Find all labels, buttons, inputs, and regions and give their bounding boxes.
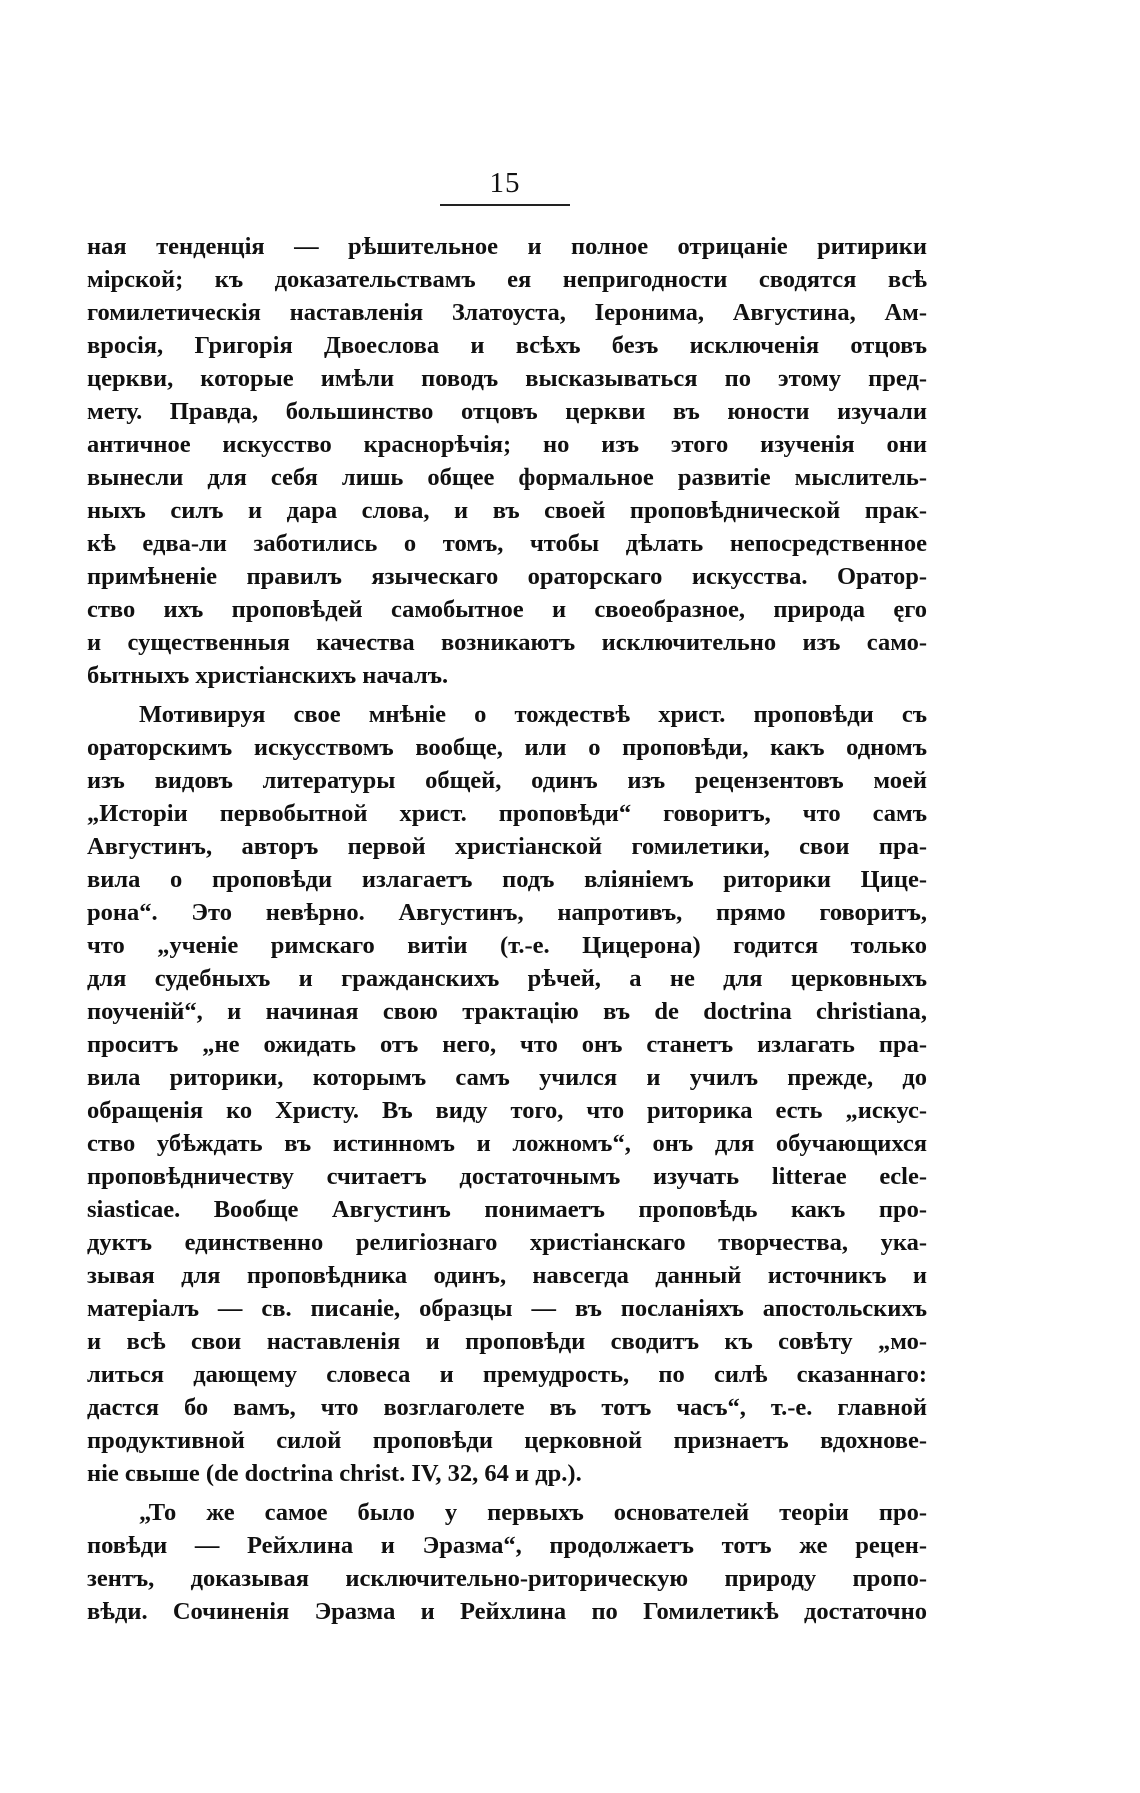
text-line: церкви, которые имѣли поводъ высказываться по этому пред- [87,365,927,392]
text-line: ство ихъ проповѣдей самобытное и своеобразное, природа ęго [87,596,927,623]
text-line: мірской; къ доказательствамъ ея непригодности сводятся всѣ [87,266,927,293]
text-line: повѣди — Рейхлина и Эразма“, продолжаетъ тотъ же рецен- [87,1532,927,1559]
text-line: ство убѣждать въ истинномъ и ложномъ“, онъ для обучающихся [87,1130,927,1157]
text-line: рона“. Это невѣрно. Августинъ, напротивъ, прямо говоритъ, [87,899,927,926]
text-line: и существенныя качества возникаютъ исключительно изъ само- [87,629,927,656]
text-line: Мотивируя свое мнѣніе о тождествѣ христ. проповѣди съ [139,701,927,728]
text-line: „То же самое было у первыхъ основателей теоріи про- [139,1499,927,1526]
text-line: siasticae. Вообще Августинъ понимаетъ проповѣдь какъ про- [87,1196,927,1223]
text-line: бытныхъ христіанскихъ началъ. [87,662,449,689]
text-line: изъ видовъ литературы общей, одинъ изъ рецензентовъ моей [87,767,927,794]
text-line: дуктъ единственно религіознаго христіанскаго творчества, ука- [87,1229,927,1256]
text-line: продуктивной силой проповѣди церковной признаетъ вдохнове- [87,1427,927,1454]
text-line: примѣненіе правилъ языческаго ораторскаго искусства. Оратор- [87,563,927,590]
text-line: гомилетическія наставленія Златоуста, Іеронима, Августина, Ам- [87,299,927,326]
text-line: вынесли для себя лишь общее формальное развитіе мыслитель- [87,464,927,491]
text-line: вила о проповѣди излагаетъ подъ вліяніемъ риторики Цице- [87,866,927,893]
paragraph-2 [87,698,927,1490]
text-line: зентъ, доказывая исключительно-риторическую природу пропо- [87,1565,927,1592]
text-line: литься дающему словеса и премудрость, по силѣ сказаннаго: [87,1361,927,1388]
text-line: вила риторики, которымъ самъ учился и училъ прежде, до [87,1064,927,1091]
text-line: поученій“, и начиная свою трактацію въ de doctrina christiana, [87,998,927,1025]
text-line: кѣ едва-ли заботились о томъ, чтобы дѣлать непосредственное [87,530,927,557]
text-line: и всѣ свои наставленія и проповѣди сводитъ къ совѣту „мо- [87,1328,927,1355]
text-line: дастся бо вамъ, что возглаголете въ тотъ часъ“, т.-е. главной [87,1394,927,1421]
text-line: Августинъ, авторъ первой христіанской гомилетики, свои пра- [87,833,927,860]
text-line: „Исторіи первобытной христ. проповѣди“ говоритъ, что самъ [87,800,927,827]
text-line: ная тенденція — рѣшительное и полное отрицаніе ритирики [87,233,927,260]
text-line: вросія, Григорія Двоеслова и всѣхъ безъ исключенія отцовъ [87,332,927,359]
text-line: ніе свыше (de doctrina christ. IV, 32, 64 и др.). [87,1460,582,1487]
page-number: 15 [489,167,521,199]
text-line: ныхъ силъ и дара слова, и въ своей проповѣднической прак- [87,497,927,524]
paragraph-1 [87,230,927,692]
text-line: ораторскимъ искусствомъ вообще, или о проповѣди, какъ одномъ [87,734,927,761]
text-line: античное искусство краснорѣчія; но изъ этого изученія они [87,431,927,458]
body-text [87,230,927,1628]
text-line: проповѣдничеству считаетъ достаточнымъ изучать litterae ecle- [87,1163,927,1190]
paragraph-3 [87,1496,927,1628]
text-line: вѣди. Сочиненія Эразма и Рейхлина по Гомилетикѣ достаточно [87,1598,927,1625]
text-line: что „ученіе римскаго витіи (т.-е. Цицерона) годится только [87,932,927,959]
text-line: проситъ „не ожидать отъ него, что онъ станетъ излагать пра- [87,1031,927,1058]
text-line: матеріалъ — св. писаніе, образцы — въ посланіяхъ апостольскихъ [87,1295,927,1322]
text-line: мету. Правда, большинство отцовъ церкви въ юности изучали [87,398,927,425]
text-line: зывая для проповѣдника одинъ, навсегда данный источникъ и [87,1262,927,1289]
text-line: для судебныхъ и гражданскихъ рѣчей, а не для церковныхъ [87,965,927,992]
text-line: обращенія ко Христу. Въ виду того, что риторика есть „искус- [87,1097,927,1124]
page-number-rule [440,204,570,206]
